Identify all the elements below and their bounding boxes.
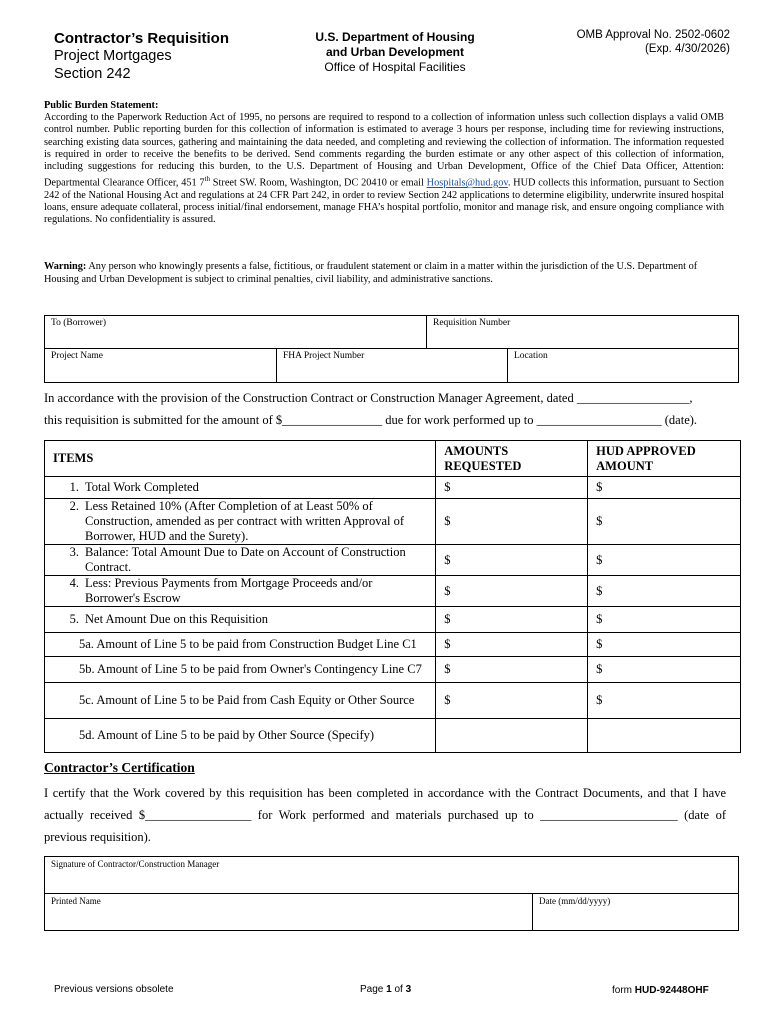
item-cell: 3. Balance: Total Amount Due to Date on Account of Construction Contract. <box>45 545 436 576</box>
col-items: ITEMS <box>45 441 436 477</box>
omb-block <box>540 28 730 56</box>
date-field[interactable] <box>532 893 739 931</box>
amount-requested-cell[interactable]: $ <box>436 633 588 657</box>
amount-requested-cell[interactable]: $ <box>436 607 588 633</box>
office-name: Office of Hospital Facilities <box>324 60 466 74</box>
hud-approved-cell[interactable]: $ <box>588 576 741 607</box>
warning-statement <box>44 261 724 286</box>
item-cell: 4. Less: Previous Payments from Mortgage Proceeds and/or Borrower's Escrow <box>45 576 436 607</box>
table-row <box>45 683 741 719</box>
public-burden-statement <box>44 100 724 226</box>
col-hud-approved: HUD APPROVED AMOUNT <box>588 441 741 477</box>
table-row <box>45 499 741 545</box>
hud-approved-cell[interactable]: $ <box>588 633 741 657</box>
item-cell: 5. Net Amount Due on this Requisition <box>45 607 436 633</box>
amount-requested-cell[interactable]: $ <box>436 545 588 576</box>
burden-text-1: According to the Paperwork Reduction Act of 1995, no persons are required to respond to a collection of information unless such collection displays a valid OMB control number. Public reporting burden for this collection of information is estimated to average 3 hours per response, including time for reviewing instructions, searching existing data sources, gathering and maintaining the data needed, and completing and reviewing the collection of information. The information requested is required in order to receive the benefits to be derived. Send comments regarding the burden estimate or any other aspect of this collection of information, including suggestions for reducing this burden, to the U.S. Department of Housing and Urban Development, Office of the Chief Data Officer, Attention: Departmental Clearance Officer, 451 7 <box>44 112 724 189</box>
form-title: Contractor’s Requisition <box>54 30 230 47</box>
footer-page: Page 1 of 3 <box>360 984 412 995</box>
table-header-row <box>45 441 741 477</box>
printed-name-field[interactable] <box>44 893 533 931</box>
amount-requested-cell[interactable]: $ <box>436 683 588 719</box>
signature-label: Signature of Contractor/Construction Manager <box>51 859 220 869</box>
item-cell: 5b. Amount of Line 5 to be paid from Owner's Contingency Line C7 <box>45 657 436 683</box>
amount-requested-cell[interactable] <box>436 719 588 753</box>
table-row <box>45 657 741 683</box>
signature-field[interactable] <box>44 856 739 894</box>
hud-approved-cell[interactable]: $ <box>588 499 741 545</box>
certification-title: Contractor’s Certification <box>44 760 195 775</box>
burden-text-2: Street SW. Room, Washington, DC 20410 or email <box>210 177 427 189</box>
borrower-field[interactable] <box>44 315 427 349</box>
project-name-label: Project Name <box>51 351 103 361</box>
location-field[interactable] <box>507 348 739 383</box>
agency-block <box>285 30 505 75</box>
printed-name-label: Printed Name <box>51 896 101 906</box>
location-label: Location <box>514 351 548 361</box>
footer-versions: Previous versions obsolete <box>54 984 174 995</box>
fha-project-number-label: FHA Project Number <box>283 351 365 361</box>
hud-approved-cell[interactable]: $ <box>588 683 741 719</box>
hud-approved-cell[interactable]: $ <box>588 545 741 576</box>
accordance-line-1: In accordance with the provision of the Construction Contract or Construction Manager Agreement, dated __________________, <box>44 391 693 405</box>
burden-text-3: . HUD collects this information, pursuant to Section 242 of the National Housing Act and regulations at 24 CFR Part 242, in order to review Section 242 applications to determine eligibility, underwrite insured hospital loans, ensure adequate collateral, process initial/final endorsement, manage FHA’s hospital portfolio, monitor and manage risk, and ensure ongoing compliance with regulations. No confidentiality is assured. <box>44 177 724 226</box>
borrower-label: To (Borrower) <box>51 318 106 328</box>
table-row <box>45 719 741 753</box>
footer-form-number: form HUD-92448OHF <box>612 985 709 996</box>
item-cell: 5a. Amount of Line 5 to be paid from Construction Budget Line C1 <box>45 633 436 657</box>
agency-line-1: U.S. Department of Housing <box>315 30 475 44</box>
hud-approved-cell[interactable]: $ <box>588 477 741 499</box>
table-row <box>45 576 741 607</box>
amount-requested-cell[interactable]: $ <box>436 477 588 499</box>
hud-approved-cell[interactable]: $ <box>588 657 741 683</box>
form-subtitle-2: Section 242 <box>54 66 131 82</box>
requisition-number-label: Requisition Number <box>433 318 511 328</box>
fha-project-number-field[interactable] <box>276 348 508 383</box>
table-row <box>45 545 741 576</box>
amount-requested-cell[interactable]: $ <box>436 499 588 545</box>
burden-heading: Public Burden Statement: <box>44 100 159 111</box>
hud-approved-cell[interactable]: $ <box>588 607 741 633</box>
project-name-field[interactable] <box>44 348 277 383</box>
table-row <box>45 607 741 633</box>
burden-sup: th <box>204 175 211 184</box>
date-label: Date (mm/dd/yyyy) <box>539 896 611 906</box>
omb-number: OMB Approval No. 2502-0602 <box>576 29 730 41</box>
table-row <box>45 633 741 657</box>
item-cell: 5d. Amount of Line 5 to be paid by Other Source (Specify) <box>45 719 436 753</box>
warning-label: Warning: <box>44 261 87 272</box>
omb-expiration: (Exp. 4/30/2026) <box>644 43 730 55</box>
hud-approved-cell[interactable] <box>588 719 741 753</box>
requisition-items-table <box>44 440 741 753</box>
certification-text: I certify that the Work covered by this requisition has been completed in accordance with the Contract Documents, and that I have actually received $_________________ for Work performed and materials purchased up to ______________________ (date of previous requisition). <box>44 786 726 844</box>
form-subtitle-1: Project Mortgages <box>54 48 172 64</box>
warning-text: Any person who knowingly presents a false, fictitious, or fraudulent statement or claim in a matter within the jurisdiction of the U.S. Department of Housing and Urban Development is subject to criminal penalties, civil liability, and administrative sanctions. <box>44 261 698 285</box>
item-cell: 5c. Amount of Line 5 to be Paid from Cash Equity or Other Source <box>45 683 436 719</box>
item-cell: 2. Less Retained 10% (After Completion of at Least 50% of Construction, amended as per contract with written Approval of Borrower, HUD and the Surety). <box>45 499 436 545</box>
item-cell: 1. Total Work Completed <box>45 477 436 499</box>
col-amounts-requested: AMOUNTS REQUESTED <box>436 441 588 477</box>
requisition-number-field[interactable] <box>426 315 739 349</box>
amount-requested-cell[interactable]: $ <box>436 657 588 683</box>
agency-line-2: and Urban Development <box>325 45 465 59</box>
email-link[interactable]: Hospitals@hud.gov <box>426 177 508 189</box>
accordance-line-2: this requisition is submitted for the amount of $________________ due for work performed up to ____________________ (date). <box>44 413 698 427</box>
amount-requested-cell[interactable]: $ <box>436 576 588 607</box>
table-row <box>45 477 741 499</box>
